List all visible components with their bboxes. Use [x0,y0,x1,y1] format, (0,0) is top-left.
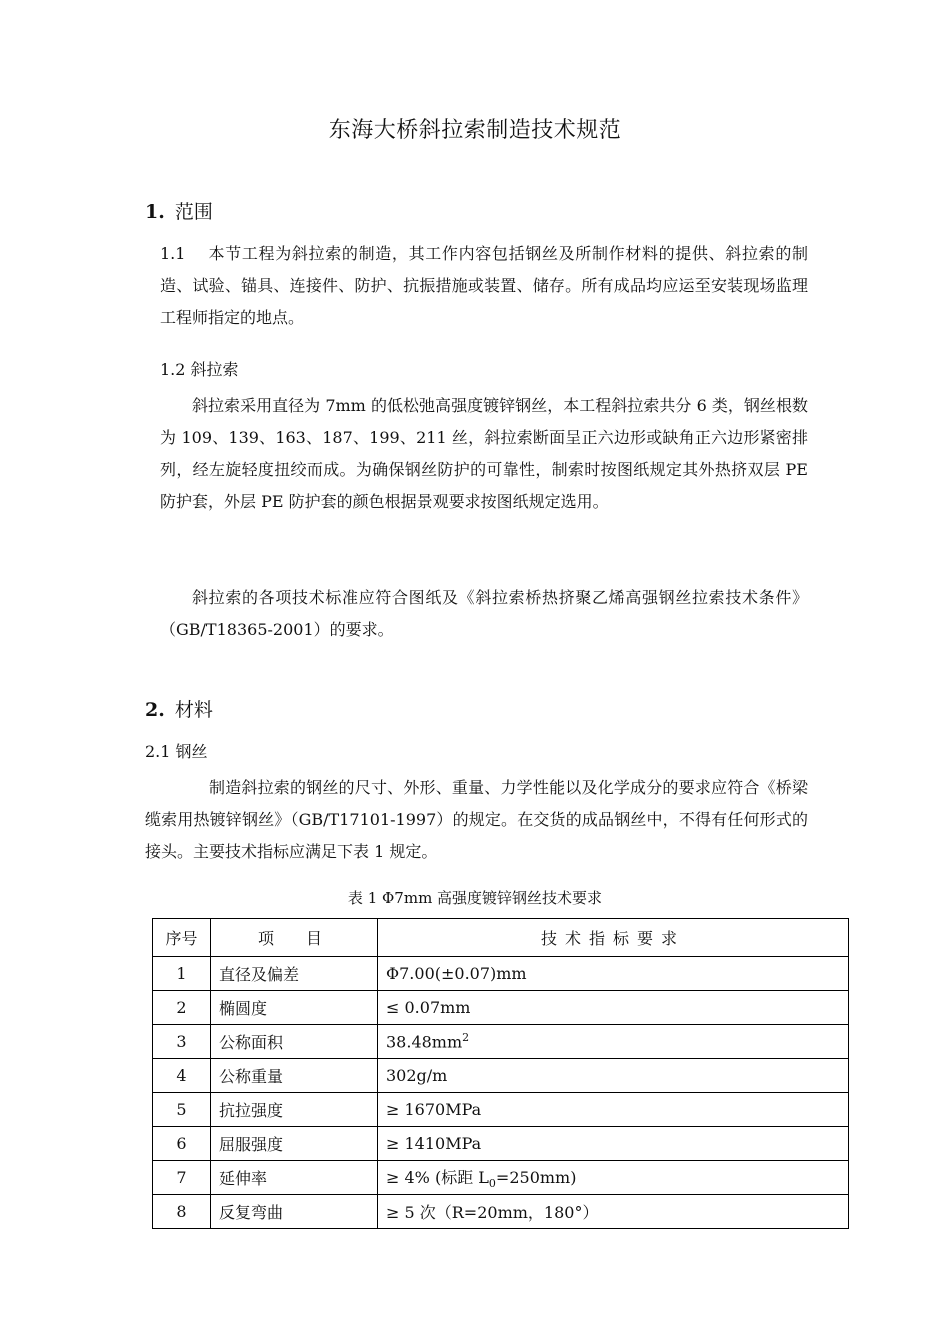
row-requirement [378,1025,849,1059]
header-no: 序号 [153,919,211,957]
section-1-number: 1. [145,201,165,223]
paragraph-1-2-a: 斜拉索采用直径为 7mm 的低松弛高强度镀锌钢丝，本工程斜拉索共分 6 类，钢丝根数为 109、139、163、187、199、211 丝，斜拉索断面呈正六边形或缺角正六边形紧密排列，经左旋轻度扭绞而成。为确保钢丝防护的可靠性，制索时按图纸规定其外热挤双层 PE 防护套，外层 PE 防护套的颜色根据景观要求按图纸规定选用。 [160,396,808,511]
spec-table [152,918,849,1229]
header-item: 项 目 [211,919,378,957]
row-item: 椭圆度 [211,991,378,1025]
table-row [153,1127,849,1161]
row-no: 6 [153,1127,211,1161]
row-no: 5 [153,1093,211,1127]
table-header-row [153,919,849,957]
row-item: 反复弯曲 [211,1195,378,1229]
table-row [153,1195,849,1229]
row-item: 公称重量 [211,1059,378,1093]
row-requirement: ≥ 5 次（R=20mm，180°） [378,1195,849,1229]
requirement-text: ≥ 4% (标距 L [386,1167,489,1187]
row-requirement: Φ7.00(±0.07)mm [378,957,849,991]
row-requirement: ≤ 0.07mm [378,991,849,1025]
requirement-tail: =250mm) [495,1167,577,1187]
document-title: 东海大桥斜拉索制造技术规范 [328,118,622,143]
table-row [153,1025,849,1059]
table-caption: 表 1 Φ7mm 高强度镀锌钢丝技术要求 [347,889,603,907]
header-requirement: 技术指标要求 [378,919,849,957]
row-no: 4 [153,1059,211,1093]
row-requirement: 302g/m [378,1059,849,1093]
table-row [153,957,849,991]
row-item: 抗拉强度 [211,1093,378,1127]
section-2-number: 2. [145,699,165,721]
section-2-title: 材料 [174,699,213,721]
table-row [153,1161,849,1195]
section-1-heading [145,197,213,224]
paragraph-2-1: 制造斜拉索的钢丝的尺寸、外形、重量、力学性能以及化学成分的要求应符合《桥梁缆索用热镀锌钢丝》（GB/T17101-1997）的规定。在交货的成品钢丝中，不得有任何形式的接头。主要技术指标应满足下表 1 规定。 [145,778,808,861]
section-2-heading [145,695,213,722]
table-row [153,1059,849,1093]
subheading-2-1: 2.1 钢丝 [145,742,208,761]
row-requirement: ≥ 1410MPa [378,1127,849,1161]
superscript: 2 [462,1031,470,1045]
row-no: 8 [153,1195,211,1229]
requirement-text: 38.48mm [386,1032,463,1052]
row-no: 2 [153,991,211,1025]
row-item: 延伸率 [211,1161,378,1195]
table-row [153,991,849,1025]
row-requirement [378,1161,849,1195]
row-item: 直径及偏差 [211,957,378,991]
subheading-1-2: 1.2 斜拉索 [160,360,239,379]
row-item: 屈服强度 [211,1127,378,1161]
row-no: 1 [153,957,211,991]
row-no: 7 [153,1161,211,1195]
row-requirement: ≥ 1670MPa [378,1093,849,1127]
paragraph-1-1: 1.1 本节工程为斜拉索的制造，其工作内容包括钢丝及所制作材料的提供、斜拉索的制造、试验、锚具、连接件、防护、抗振措施或装置、储存。所有成品均应运至安装现场监理工程师指定的地点。 [160,244,808,327]
row-no: 3 [153,1025,211,1059]
paragraph-1-2-b: 斜拉索的各项技术标准应符合图纸及《斜拉索桥热挤聚乙烯高强钢丝拉索技术条件》（GB/T18365-2001）的要求。 [160,588,808,639]
subscript: 0 [488,1177,496,1191]
row-item: 公称面积 [211,1025,378,1059]
section-1-title: 范围 [174,201,213,223]
table-row [153,1093,849,1127]
